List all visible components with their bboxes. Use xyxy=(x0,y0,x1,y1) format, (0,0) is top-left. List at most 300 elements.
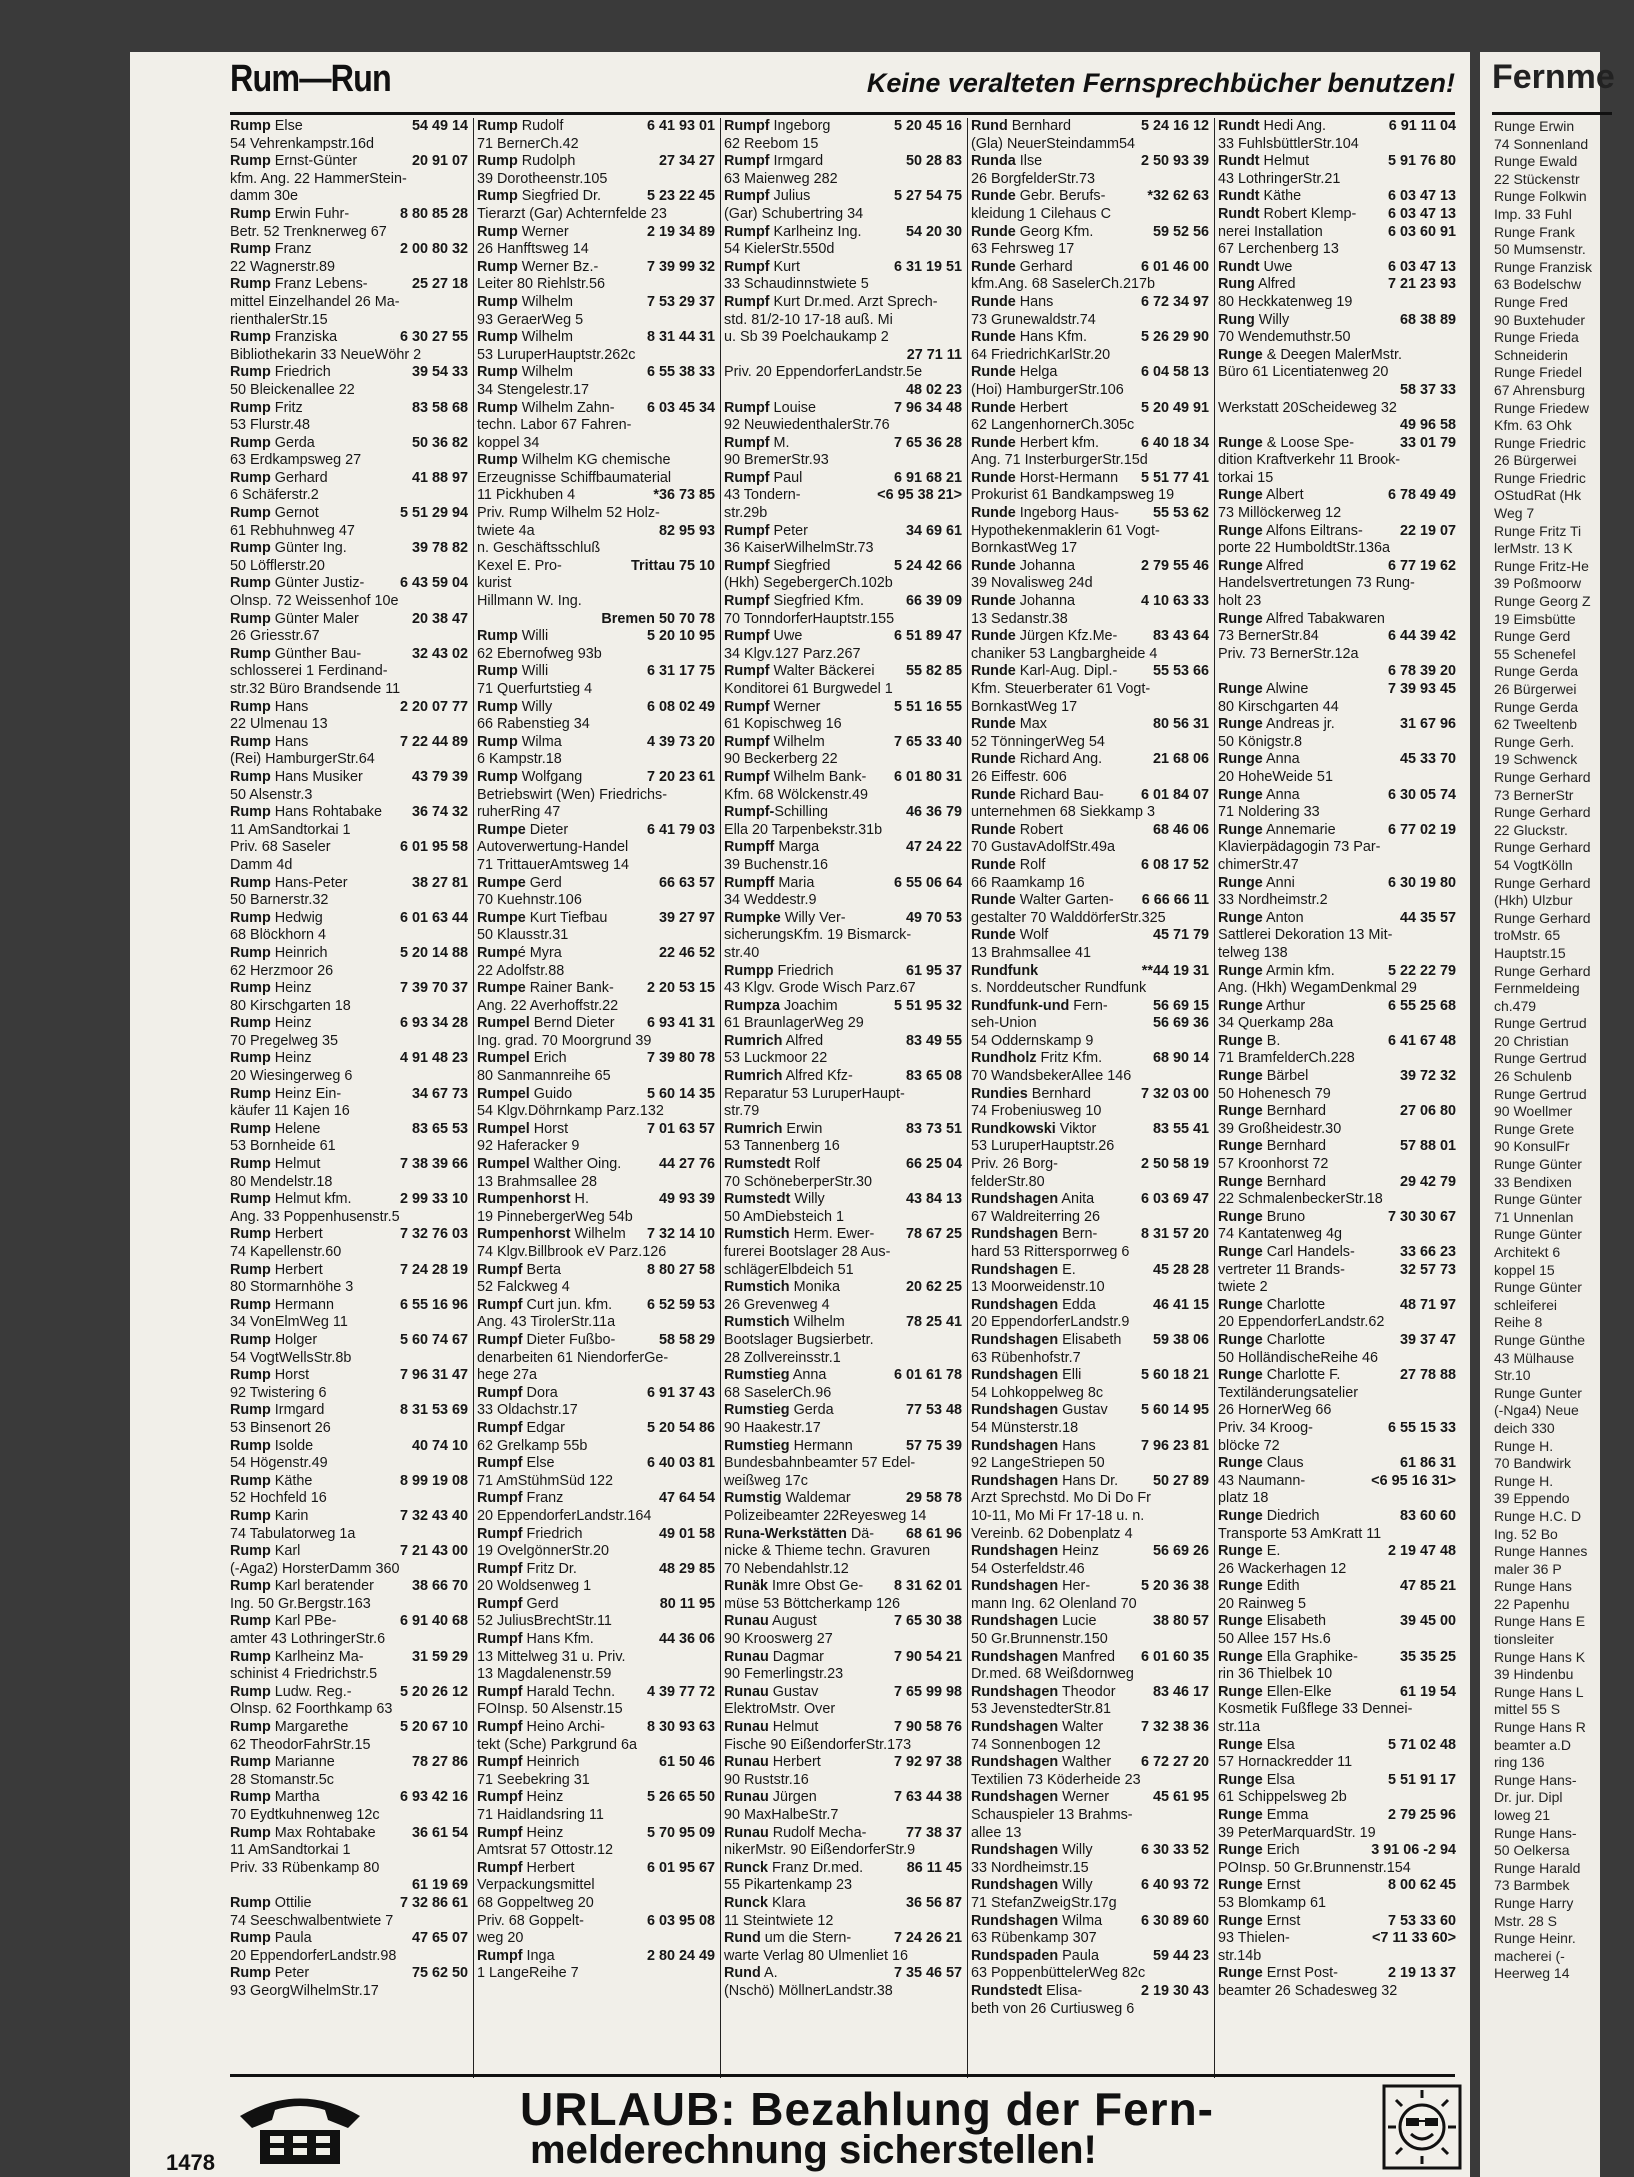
phone-number: 6 30 33 52 xyxy=(1140,1842,1209,1859)
directory-entry xyxy=(971,1297,1209,1315)
directory-entry xyxy=(1218,1297,1456,1315)
directory-entry xyxy=(971,294,1209,312)
entry-text: n. Geschäftsschluß xyxy=(477,540,601,557)
directory-entry xyxy=(1218,558,1456,576)
directory-entry xyxy=(971,1842,1209,1860)
directory-entry xyxy=(724,188,962,206)
directory-entry xyxy=(477,945,715,963)
entry-text: Runde Johanna xyxy=(971,593,1075,610)
entry-text: telweg 138 xyxy=(1218,944,1288,961)
entry-text: Rumpe Rainer Bank- xyxy=(477,980,614,997)
phone-number: 6 43 59 04 xyxy=(399,575,468,592)
adjacent-entry: Runge Franzisk xyxy=(1494,258,1593,275)
directory-entry xyxy=(724,1895,962,1913)
adjacent-entry: deich 330 xyxy=(1494,1419,1555,1436)
directory-entry xyxy=(477,1068,715,1086)
entry-text: str.32 Büro Brandsende 11 xyxy=(230,681,401,697)
entry-text: 13 Brahmsallee 41 xyxy=(971,944,1091,961)
phone-number: 5 20 67 10 xyxy=(399,1719,468,1736)
directory-entry xyxy=(230,1226,468,1244)
adjacent-header-rule xyxy=(1492,112,1612,115)
directory-entry xyxy=(971,224,1209,242)
directory-entry xyxy=(971,1068,1209,1086)
directory-entry xyxy=(971,505,1209,523)
entry-text: Rumstieg Anna xyxy=(724,1367,827,1384)
phone-number: 6 40 93 72 xyxy=(1140,1877,1209,1894)
entry-text: Rumpf Louise xyxy=(724,399,816,416)
directory-entry xyxy=(1218,417,1456,435)
directory-entry xyxy=(230,1138,468,1156)
phone-number: 7 96 23 81 xyxy=(1140,1437,1209,1454)
entry-text: Rump Franziska xyxy=(230,329,338,346)
entry-text: 50 Königstr.8 xyxy=(1218,733,1303,750)
entry-text: Rump Helene xyxy=(230,1120,321,1137)
phone-number: 43 79 39 xyxy=(411,768,468,785)
entry-text: 57 Hornackredder 11 xyxy=(1218,1754,1353,1771)
directory-entry xyxy=(477,1596,715,1614)
phone-number: 6 55 16 96 xyxy=(399,1296,468,1313)
entry-text: 63 Maienweg 282 xyxy=(724,170,838,187)
entry-text: Priv. Rump Wilhelm 52 Holz- xyxy=(477,505,660,522)
directory-entry xyxy=(724,875,962,893)
phone-number: 45 28 28 xyxy=(1152,1261,1209,1278)
phone-number: 5 70 95 09 xyxy=(646,1824,715,1841)
directory-entry xyxy=(230,136,468,154)
adjacent-entry: Runge Gerda xyxy=(1494,663,1579,680)
entry-text: Kfm. 68 Wölckenstr.49 xyxy=(724,786,868,803)
directory-entry xyxy=(230,1543,468,1561)
directory-entry xyxy=(477,1015,715,1033)
entry-text: 1 LangeReihe 7 xyxy=(477,1965,579,1982)
phone-number: 4 39 77 72 xyxy=(646,1683,715,1700)
entry-text: FOInsp. 50 Alsenstr.15 xyxy=(477,1701,623,1718)
directory-entry xyxy=(724,646,962,664)
directory-entry xyxy=(1218,171,1456,189)
entry-text: 22 Ulmenau 13 xyxy=(230,716,328,733)
entry-text: 61 Rebhuhnweg 47 xyxy=(230,522,355,539)
entry-text: Rumstich Herm. Ewer- xyxy=(724,1226,875,1243)
directory-entry xyxy=(477,1719,715,1737)
entry-text: Rumpf Harald Techn. xyxy=(477,1683,616,1700)
entry-text: Rump Fritz xyxy=(230,399,303,416)
directory-entry xyxy=(724,487,962,505)
adjacent-entry: Runge Friedric xyxy=(1494,469,1586,486)
directory-entry xyxy=(230,505,468,523)
directory-entry xyxy=(971,452,1209,470)
adjacent-entry: 54 VogtKölln xyxy=(1494,856,1573,873)
directory-entry xyxy=(477,575,715,593)
directory-entry xyxy=(230,153,468,171)
entry-text: 71 Haidlandsring 11 xyxy=(477,1807,604,1823)
entry-text: Runge Anni xyxy=(1218,874,1295,891)
entry-text: 26 HornerWeg 66 xyxy=(1218,1402,1332,1419)
entry-text: 43 LothringerStr.21 xyxy=(1218,170,1341,187)
directory-entry xyxy=(1218,347,1456,365)
phone-number: 33 01 79 xyxy=(1399,434,1456,451)
adjacent-entry: schleiferei xyxy=(1494,1296,1558,1313)
directory-entry xyxy=(971,1649,1209,1667)
phone-number: 35 35 25 xyxy=(1399,1648,1456,1665)
phone-number: 45 33 70 xyxy=(1399,751,1456,768)
directory-entry xyxy=(971,400,1209,418)
phone-number: 48 29 85 xyxy=(658,1560,715,1577)
entry-text: 90 BremerStr.93 xyxy=(724,452,829,469)
directory-entry xyxy=(1218,1526,1456,1544)
entry-text: 62 Ebernofweg 93b xyxy=(477,645,602,662)
directory-entry xyxy=(230,1455,468,1473)
entry-text: Runau Rudolf Mecha- xyxy=(724,1824,867,1841)
entry-text: Rump Ottilie xyxy=(230,1894,312,1911)
directory-entry xyxy=(724,1209,962,1227)
phone-number: 83 65 53 xyxy=(411,1120,468,1137)
directory-entry xyxy=(230,487,468,505)
directory-entry xyxy=(971,1262,1209,1280)
directory-entry xyxy=(477,1279,715,1297)
directory-entry xyxy=(724,1543,962,1561)
entry-text: 63 Rübenkamp 307 xyxy=(971,1930,1097,1947)
entry-text: kfm. Ang. 22 HammerStein- xyxy=(230,170,407,187)
entry-text: Rund A. xyxy=(724,1965,778,1982)
entry-text: Rumpff Marga xyxy=(724,839,820,856)
entry-text: Runde Gebr. Berufs- xyxy=(971,188,1106,205)
entry-text: 62 Herzmoor 26 xyxy=(230,962,334,979)
entry-text: koppel 34 xyxy=(477,434,540,451)
directory-entry xyxy=(1218,822,1456,840)
phone-number: 2 79 25 96 xyxy=(1387,1807,1456,1823)
entry-text: Rump Heinz Ein- xyxy=(230,1085,342,1102)
phone-number: 68 46 06 xyxy=(1152,821,1209,838)
directory-entry xyxy=(1218,980,1456,998)
directory-entry xyxy=(230,1842,468,1860)
directory-entry xyxy=(724,1191,962,1209)
entry-text: Ella 20 Tarpenbekstr.31b xyxy=(724,821,883,838)
directory-entry xyxy=(724,312,962,330)
directory-entry xyxy=(971,523,1209,541)
adjacent-listing-column xyxy=(1494,118,1634,1983)
directory-entry xyxy=(724,1789,962,1807)
directory-entry xyxy=(230,1103,468,1121)
phone-number: 33 66 23 xyxy=(1399,1244,1456,1260)
phone-number: 7 96 31 47 xyxy=(399,1367,468,1384)
phone-number: 45 61 95 xyxy=(1152,1789,1209,1806)
directory-entry xyxy=(230,1508,468,1526)
phone-number: 5 60 14 35 xyxy=(646,1085,715,1102)
phone-number: 31 59 29 xyxy=(411,1648,468,1665)
entry-text: Runge Alfons Eiltrans- xyxy=(1218,522,1363,539)
directory-entry xyxy=(230,646,468,664)
entry-text: Runge Armin kfm. xyxy=(1218,962,1335,979)
directory-entry xyxy=(230,751,468,769)
entry-text: Polizeibeamter 22Reyesweg 14 xyxy=(724,1507,927,1524)
entry-text: Rundt Käthe xyxy=(1218,188,1302,205)
entry-text: Transporte 53 AmKratt 11 xyxy=(1218,1525,1382,1542)
phone-number: 20 62 25 xyxy=(905,1279,962,1296)
directory-entry xyxy=(1218,769,1456,787)
directory-entry xyxy=(724,1068,962,1086)
directory-entry xyxy=(724,1033,962,1051)
phone-number: 83 58 68 xyxy=(411,399,468,416)
directory-entry xyxy=(1218,699,1456,717)
phone-number: 6 93 41 31 xyxy=(646,1015,715,1032)
entry-text: Rump Peter xyxy=(230,1965,310,1982)
entry-text: 68 Goppeltweg 20 xyxy=(477,1894,594,1911)
directory-entry xyxy=(477,1050,715,1068)
directory-entry xyxy=(230,1438,468,1456)
phone-number: 7 90 58 76 xyxy=(893,1719,962,1736)
directory-entry xyxy=(724,276,962,294)
directory-entry xyxy=(477,1649,715,1667)
phone-number: 47 85 21 xyxy=(1399,1578,1456,1595)
directory-entry xyxy=(724,400,962,418)
directory-entry xyxy=(724,1825,962,1843)
phone-number: 47 64 54 xyxy=(658,1490,715,1507)
directory-entry xyxy=(1218,646,1456,664)
directory-entry xyxy=(724,136,962,154)
phone-number: 29 58 78 xyxy=(905,1490,962,1507)
phone-number: 7 39 99 32 xyxy=(646,258,715,275)
entry-text: Rump Holger xyxy=(230,1331,318,1348)
entry-text: torkai 15 xyxy=(1218,469,1274,486)
phone-number: 7 21 43 00 xyxy=(399,1543,468,1560)
adjacent-entry: Kfm. 63 Ohk xyxy=(1494,417,1572,434)
entry-text: furerei Bootslager 28 Aus- xyxy=(724,1244,891,1260)
directory-entry xyxy=(477,980,715,998)
entry-text: 43 Tondern- xyxy=(724,487,801,504)
entry-text: str.79 xyxy=(724,1103,760,1120)
entry-text: 66 Raamkamp 16 xyxy=(971,874,1085,891)
directory-entry xyxy=(230,206,468,224)
directory-entry xyxy=(230,1578,468,1596)
adjacent-entry: Runge Günter xyxy=(1494,1226,1582,1243)
entry-text: Rumpf Curt jun. kfm. xyxy=(477,1296,613,1313)
entry-text: Rumpf Inga xyxy=(477,1947,555,1964)
adjacent-entry: 50 Mumsenstr. xyxy=(1494,241,1586,258)
entry-text: 74 Tabulatorweg 1a xyxy=(230,1525,356,1542)
entry-text: 80 Kirschgarten 18 xyxy=(230,997,351,1014)
directory-entry xyxy=(1218,259,1456,277)
directory-entry xyxy=(230,1983,468,2001)
entry-text: Vereinb. 62 Dobenplatz 4 xyxy=(971,1525,1133,1542)
entry-text: Rumpenhorst Wilhelm xyxy=(477,1226,626,1243)
adjacent-entry: 20 Christian xyxy=(1494,1032,1569,1049)
directory-entry xyxy=(724,963,962,981)
adjacent-entry: ring 136 xyxy=(1494,1754,1545,1771)
directory-entry xyxy=(971,963,1209,981)
entry-text: Runde Robert xyxy=(971,821,1063,838)
entry-text: Rump Herbert xyxy=(230,1261,323,1278)
phone-number: 6 03 47 13 xyxy=(1387,258,1456,275)
adjacent-entry: Runge Georg Z xyxy=(1494,593,1591,610)
directory-entry xyxy=(230,1631,468,1649)
entry-text: Verpackungsmittel xyxy=(477,1877,595,1894)
adjacent-entry: Runge Gerhard xyxy=(1494,768,1591,785)
listing-column-5 xyxy=(1218,118,1456,2078)
directory-entry xyxy=(230,364,468,382)
entry-text: 20 HoheWeide 51 xyxy=(1218,768,1333,785)
directory-entry xyxy=(477,787,715,805)
entry-text: Runge Arthur xyxy=(1218,997,1306,1014)
adjacent-entry: Runge Grete xyxy=(1494,1120,1575,1137)
directory-entry xyxy=(230,980,468,998)
directory-entry xyxy=(971,1983,1209,2001)
entry-text: 71 BramfelderCh.228 xyxy=(1218,1050,1355,1067)
entry-text: Runge E. xyxy=(1218,1543,1281,1560)
adjacent-entry: Runge Friedel xyxy=(1494,364,1582,381)
entry-text: 52 Falckweg 4 xyxy=(477,1279,570,1296)
phone-number: 49 96 58 xyxy=(1399,417,1456,434)
entry-text: 33 Nordheimstr.15 xyxy=(971,1859,1089,1876)
phone-number: 2 20 07 77 xyxy=(399,698,468,715)
phone-number: 6 77 19 62 xyxy=(1387,557,1456,574)
entry-text: 80 Kirschgarten 44 xyxy=(1218,698,1339,715)
directory-entry xyxy=(1218,927,1456,945)
listing-column-1 xyxy=(230,118,468,2078)
directory-entry xyxy=(230,1877,468,1895)
directory-entry xyxy=(1218,663,1456,681)
entry-text: porte 22 HumboldtStr.136a xyxy=(1218,540,1390,557)
directory-entry xyxy=(971,259,1209,277)
entry-text: Rumstedt Willy xyxy=(724,1191,825,1208)
directory-entry xyxy=(724,540,962,558)
directory-entry xyxy=(230,1772,468,1790)
directory-entry xyxy=(477,1402,715,1420)
page-number: 1478 xyxy=(166,2150,215,2175)
phone-number: 46 36 79 xyxy=(905,804,962,821)
directory-entry xyxy=(230,1526,468,1544)
entry-text: Rump Käthe xyxy=(230,1472,313,1489)
entry-text: 92 NeuwiedenthalerStr.76 xyxy=(724,417,890,434)
entry-text: Runge Diedrich xyxy=(1218,1507,1320,1524)
entry-text: Textiländerungsatelier xyxy=(1218,1384,1358,1401)
entry-text: Priv. 68 Goppelt- xyxy=(477,1912,584,1929)
phone-number: 7 32 76 03 xyxy=(399,1226,468,1243)
entry-text: 61 BraunlagerWeg 29 xyxy=(724,1015,864,1032)
adjacent-entry: maler 36 P xyxy=(1494,1560,1562,1577)
entry-text: Runge Anna xyxy=(1218,786,1300,803)
adjacent-entry: Fernmeldeing xyxy=(1494,980,1580,997)
entry-text: Runge Charlotte xyxy=(1218,1296,1326,1313)
phone-number: 5 51 29 94 xyxy=(399,505,468,522)
entry-text: 50 Allee 157 Hs.6 xyxy=(1218,1631,1331,1648)
entry-text: Runge Ernst xyxy=(1218,1912,1301,1929)
entry-text: Rumpf Kurt Dr.med. Arzt Sprech- xyxy=(724,293,938,310)
adjacent-entry: Runge Harry xyxy=(1494,1894,1574,1911)
listing-column-2 xyxy=(477,118,715,2078)
directory-entry xyxy=(724,1965,962,1983)
entry-text: Rumstich Monika xyxy=(724,1279,840,1296)
entry-text: (Rei) HamburgerStr.64 xyxy=(230,751,375,768)
directory-entry xyxy=(230,118,468,136)
entry-text: Runge Erich xyxy=(1218,1842,1300,1859)
entry-text: 90 Ruststr.16 xyxy=(724,1771,809,1788)
directory-entry xyxy=(477,505,715,523)
entry-text: chimerStr.47 xyxy=(1218,856,1299,873)
entry-text: 26 Griesstr.67 xyxy=(230,628,320,645)
directory-entry xyxy=(724,1438,962,1456)
entry-text: Rump Heinrich xyxy=(230,944,328,961)
phone-number: 55 53 66 xyxy=(1152,663,1209,680)
directory-entry xyxy=(230,1385,468,1403)
entry-text: Rump Hermann xyxy=(230,1296,334,1313)
entry-text: Ang. 33 Poppenhusenstr.5 xyxy=(230,1208,400,1225)
entry-text: 64 FriedrichKarlStr.20 xyxy=(971,346,1111,363)
directory-entry xyxy=(230,734,468,752)
phone-number: 7 92 97 38 xyxy=(893,1754,962,1771)
directory-entry xyxy=(477,1473,715,1491)
entry-text: 54 Högenstr.49 xyxy=(230,1455,328,1472)
entry-text: Rundshagen Willy xyxy=(971,1877,1093,1894)
entry-text: Rundshagen Werner xyxy=(971,1789,1110,1806)
directory-entry xyxy=(971,681,1209,699)
entry-text: 52 JuliusBrechtStr.11 xyxy=(477,1613,612,1630)
phone-number: 6 72 34 97 xyxy=(1140,293,1209,310)
entry-text: 39 Dorotheenstr.105 xyxy=(477,170,608,187)
entry-text: rin 36 Thielbek 10 xyxy=(1218,1666,1333,1683)
directory-entry xyxy=(230,1402,468,1420)
phone-number: 4 91 48 23 xyxy=(399,1050,468,1067)
entry-text: 62 TheodorFahrStr.15 xyxy=(230,1736,371,1753)
directory-entry xyxy=(477,1174,715,1192)
entry-text: vertreter 11 Brands- xyxy=(1218,1261,1345,1278)
entry-text: 53 Bornheide 61 xyxy=(230,1138,336,1155)
phone-number: 6 41 93 01 xyxy=(646,118,715,134)
entry-text: 10-11, Mo Mi Fr 17-18 u. n. xyxy=(971,1507,1145,1524)
directory-entry xyxy=(971,628,1209,646)
directory-entry xyxy=(724,892,962,910)
directory-entry xyxy=(230,927,468,945)
phone-number: 7 65 33 40 xyxy=(893,733,962,750)
entry-text: 50 Barnerstr.32 xyxy=(230,892,329,909)
entry-text: Rumpf Berta xyxy=(477,1261,561,1278)
directory-entry xyxy=(1218,1156,1456,1174)
directory-entry xyxy=(724,1332,962,1350)
entry-text: Rump Willi xyxy=(477,663,549,680)
entry-text: kurist xyxy=(477,575,512,592)
directory-entry xyxy=(230,822,468,840)
entry-text: 74 Frobeniusweg 10 xyxy=(971,1103,1102,1120)
directory-entry xyxy=(1218,1684,1456,1702)
entry-text: Runge B. xyxy=(1218,1032,1281,1049)
directory-entry xyxy=(477,1701,715,1719)
entry-text: Rump Paula xyxy=(230,1930,312,1947)
directory-entry xyxy=(1218,1332,1456,1350)
adjacent-entry: loweg 21 xyxy=(1494,1807,1551,1823)
entry-text: Rumstig Waldemar xyxy=(724,1490,851,1507)
entry-text: Runde Walter Garten- xyxy=(971,892,1114,909)
phone-number: 6 30 19 80 xyxy=(1387,874,1456,891)
directory-entry xyxy=(1218,523,1456,541)
entry-text: Rump Karl xyxy=(230,1543,301,1560)
entry-text: Runau Gustav xyxy=(724,1683,819,1700)
phone-number: 21 68 06 xyxy=(1152,751,1209,768)
entry-text: Rumpf M. xyxy=(724,434,790,451)
directory-entry xyxy=(1218,593,1456,611)
directory-entry xyxy=(477,1332,715,1350)
entry-text: seh-Union xyxy=(971,1015,1037,1032)
entry-text: Ang. 71 InsterburgerStr.15d xyxy=(971,452,1148,469)
entry-text: 50 Hohenesch 79 xyxy=(1218,1085,1331,1102)
directory-entry xyxy=(230,1367,468,1385)
phone-number: 66 39 09 xyxy=(905,593,962,610)
directory-entry xyxy=(230,945,468,963)
directory-entry xyxy=(477,1807,715,1825)
phone-number: 61 19 54 xyxy=(1399,1683,1456,1700)
phone-number: 6 30 27 55 xyxy=(399,329,468,346)
entry-text: Rumpf Friedrich xyxy=(477,1525,583,1542)
phone-number: 39 37 47 xyxy=(1399,1331,1456,1348)
directory-entry xyxy=(971,1596,1209,1614)
entry-text: Runge Anna xyxy=(1218,751,1300,768)
